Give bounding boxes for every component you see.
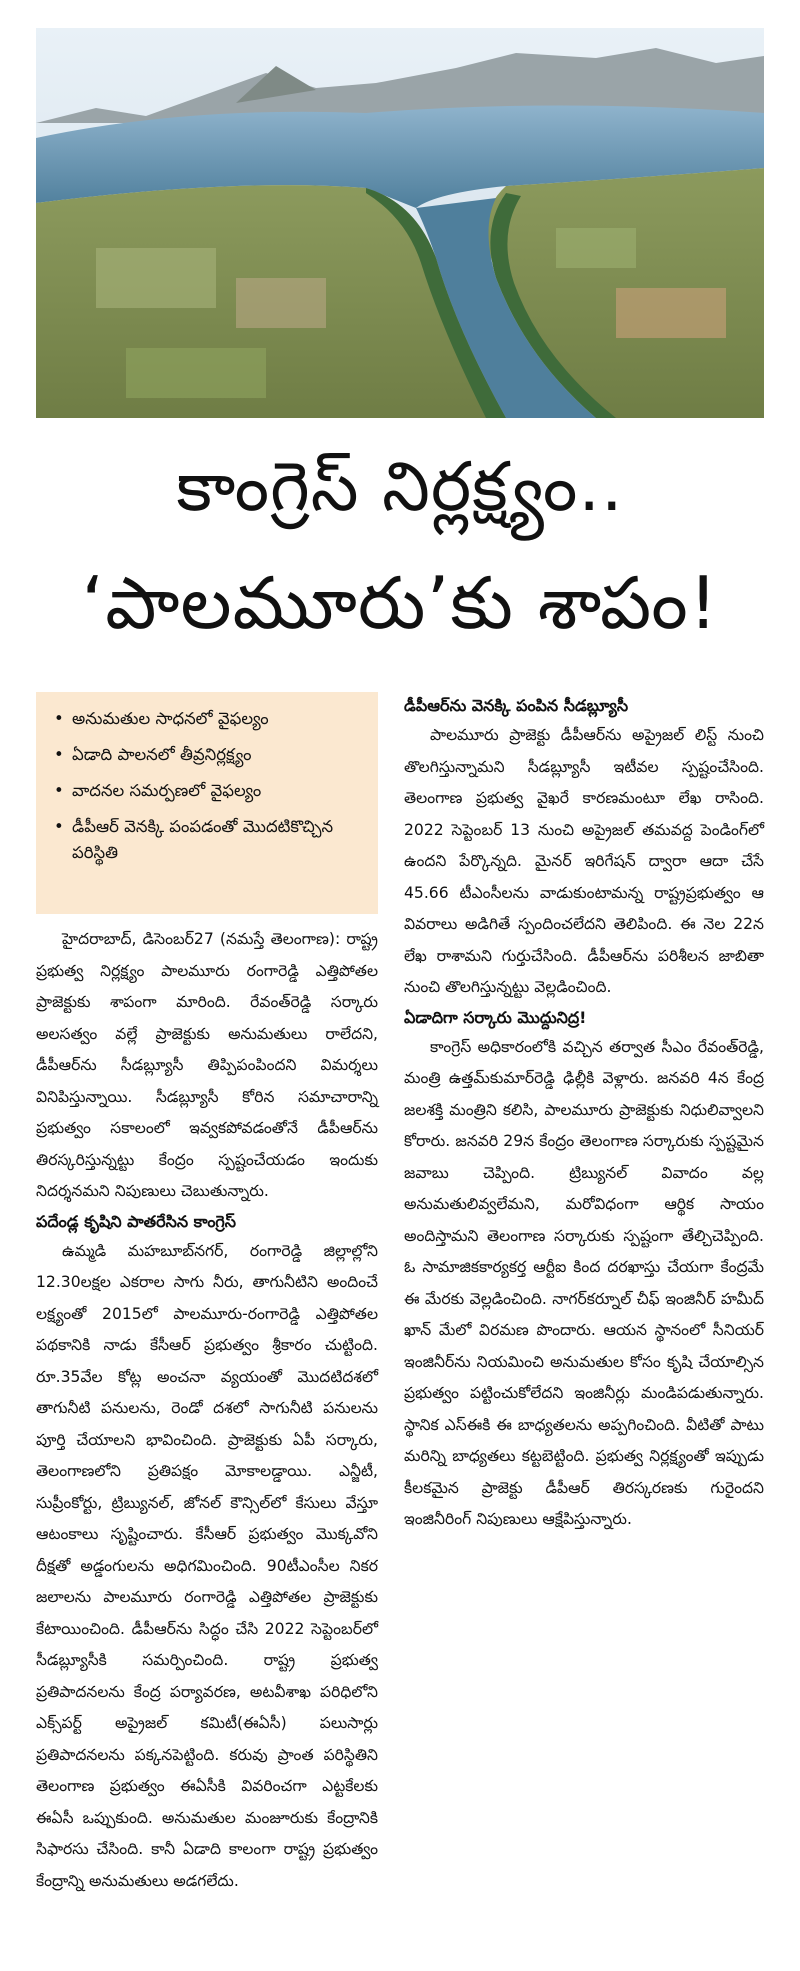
headline-line-1: కాంగ్రెస్ నిర్లక్ష్యం.. [176,448,624,527]
subheading-2: డీపీఆర్‌ను వెనక్కి పంపిన సీడబ్ల్యూసీ [404,696,629,715]
bullet-icon: • [54,781,64,800]
subheading-1: పదేండ్ల కృషిని పాతరేసిన కాంగ్రెస్ [36,1211,236,1231]
paragraph-2: పాలమూరు ప్రాజెక్టు డీపీఆర్‌ను అప్రైజల్ లిస్ట్ నుంచి తొలగిస్తున్నామని సీడబ్ల్యూసీ ఇటీవల స్పష్టంచేసింది. తెలంగాణ ప్రభుత్వ వైఖరే కారణమంటూ లేఖ రాసింది. 2022 సెప్టెంబర్ 13 నుంచి అప్రైజల్ తమవద్ద పెండింగ్‌లో ఉందని పేర్కొన్నది. మైనర్ ఇరిగేషన్ ద్వారా ఆదా చేసే 45.66 టీఎంసీలను వాడుకుంటామన్న రాష్ట్రప్రభుత్వం ఆ వివరాలు అడిగితే స్పందించలేదని తెలిపింది. ఈ నెల 22న లేఖ రాశామని గుర్తుచేసింది. డీపీఆర్‌ను పరిశీలన జాబితా నుంచి తొలగిస్తున్నట్టు వెల్లడించింది. [404,726,764,996]
highlight-item: • ఏడాది పాలనలో తీవ్రనిర్లక్ష్యం [54,742,368,768]
bullet-icon: • [54,709,64,728]
article-column-right [404,692,764,1536]
bullet-icon: • [54,745,64,764]
paragraph-3: కాంగ్రెస్ అధికారంలోకి వచ్చిన తర్వాత సీఎం రేవంత్‌రెడ్డి, మంత్రి ఉత్తమ్‌కుమార్‌రెడ్డి ఢిల్లీకి వెళ్లారు. జనవరి 4న కేంద్ర జలశక్తి మంత్రిని కలిసి, పాలమూరు ప్రాజెక్టుకు నిధులివ్వాలని కోరారు. జనవరి 29న కేంద్రం తెలంగాణ సర్కారుకు స్పష్టమైన జవాబు చెప్పింది. ట్రిబ్యునల్ వివాదం వల్ల అనుమతులివ్వలేమని, మరోవిధంగా ఆర్థిక సాయం అందిస్తామని తెలంగాణ సర్కారుకు స్పష్టంగా తేల్చిచెప్పింది. ఓ సామాజికకార్యకర్త ఆర్టీఐ కింద దరఖాస్తు చేయగా కేంద్రమే ఈ మేరకు వెల్లడించింది. నాగర్‌కర్నూల్ చీఫ్ ఇంజినీర్ హమీద్ ఖాన్ మేలో విరమణ పొందారు. ఆయన స్థానంలో సీనియర్ ఇంజినీర్‌ను నియమించి అనుమతుల కోసం కృషి చేయాల్సిన ప్రభుత్వం పట్టించుకోలేదని ఇంజినీర్లు మండిపడుతున్నారు. స్థానిక ఎస్‌ఈకి ఈ బాధ్యతలను అప్పగించింది. వీటితో పాటు మరిన్ని బాధ్యతలు కట్టబెట్టింది. ప్రభుత్వ నిర్లక్ష్యంతో ఇప్పుడు కీలకమైన ప్రాజెక్టు డీపీఆర్ తిరస్కరణకు గురైందని ఇంజినీరింగ్ నిపుణులు ఆక్షేపిస్తున్నారు. [404,1037,764,1528]
article-column-left [36,924,378,1897]
headline-line-2: ‘పాలమూరు’కు శాపం! [81,561,719,645]
highlight-item: • డీపీఆర్ వెనక్కి పంపడంతో మొదటికొచ్చిన పరిస్థితి [54,814,368,866]
bullet-icon: • [54,817,64,836]
paragraph-1: ఉమ్మడి మహబూబ్‌నగర్, రంగారెడ్డి జిల్లాల్లోని 12.30లక్షల ఎకరాల సాగు నీరు, తాగునీటిని అందించే లక్ష్యంతో 2015లో పాలమూరు-రంగారెడ్డి ఎత్తిపోతల పథకానికి నాడు కేసీఆర్ ప్రభుత్వం శ్రీకారం చుట్టింది. రూ.35వేల కోట్ల అంచనా వ్యయంతో మొదటిదశలో తాగునీటి పనులను, రెండో దశలో సాగునీటి పనులను పూర్తి చేయాలని భావించింది. ప్రాజెక్టుకు ఏపీ సర్కారు, తెలంగాణలోని ప్రతిపక్షం మోకాలడ్డాయి. ఎన్జీటీ, సుప్రీంకోర్టు, ట్రిబ్యునల్, జోనల్ కౌన్సిల్‌లో కేసులు వేస్తూ ఆటంకాలు సృష్టించారు. కేసీఆర్ ప్రభుత్వం మొక్కవోని దీక్షతో అడ్డంగులను అధిగమించింది. 90టీఎంసీల నికర జలాలను పాలమూరు రంగారెడ్డి ఎత్తిపోతల ప్రాజెక్టుకు కేటాయించింది. డీపీఆర్‌ను సిద్ధం చేసి 2022 సెప్టెంబర్‌లో సీడబ్ల్యూసీకి సమర్పించింది. రాష్ట్ర ప్రభుత్వ ప్రతిపాదనలను కేంద్ర పర్యావరణ, అటవీశాఖ పరిధిలోని ఎక్స్‌పర్ట్ అప్రైజల్ కమిటీ(ఈఏసీ) పలుసార్లు ప్రతిపాదనలను పక్కనపెట్టింది. కరువు ప్రాంత పరిస్థితిని తెలంగాణ ప్రభుత్వం ఈఏసీకి వివరించగా ఎట్టకేలకు ఈఏసీ ఒప్పుకుంది. అనుమతుల మంజూరుకు కేంద్రానికి సిఫారసు చేసింది. కానీ ఏడాది కాలంగా రాష్ట్ర ప్రభుత్వం కేంద్రాన్ని అనుమతులు అడగలేదు. [36,1241,378,1890]
highlights-box [36,692,378,914]
highlight-item: • అనుమతుల సాధనలో వైఫల్యం [54,706,368,732]
reservoir-photo [36,28,764,418]
highlight-item: • వాదనల సమర్పణలో వైఫల్యం [54,778,368,804]
subheading-3: ఏడాదిగా సర్కారు మొద్దునిద్ర! [404,1007,587,1027]
intro-paragraph: హైదరాబాద్, డిసెంబర్27 (నమస్తే తెలంగాణ): రాష్ట్ర ప్రభుత్వ నిర్లక్ష్యం పాలమూరు రంగారెడ్డి ఎత్తిపోతల ప్రాజెక్టుకు శాపంగా మారింది. రేవంత్‌రెడ్డి సర్కారు అలసత్వం వల్లే ప్రాజెక్టుకు అనుమతులు రాలేదని, డీపీఆర్‌ను సీడబ్ల్యూసీ తిప్పిపంపిందని విమర్శలు వినిపిస్తున్నాయి. సీడబ్ల్యూసీ కోరిన సమాచారాన్ని ప్రభుత్వం సకాలంలో ఇవ్వకపోవడంతోనే డీపీఆర్‌ను తిరస్కరిస్తున్నట్టు కేంద్రం స్పష్టంచేయడం ఇందుకు నిదర్శనమని నిపుణులు చెబుతున్నారు. [36,930,378,1200]
